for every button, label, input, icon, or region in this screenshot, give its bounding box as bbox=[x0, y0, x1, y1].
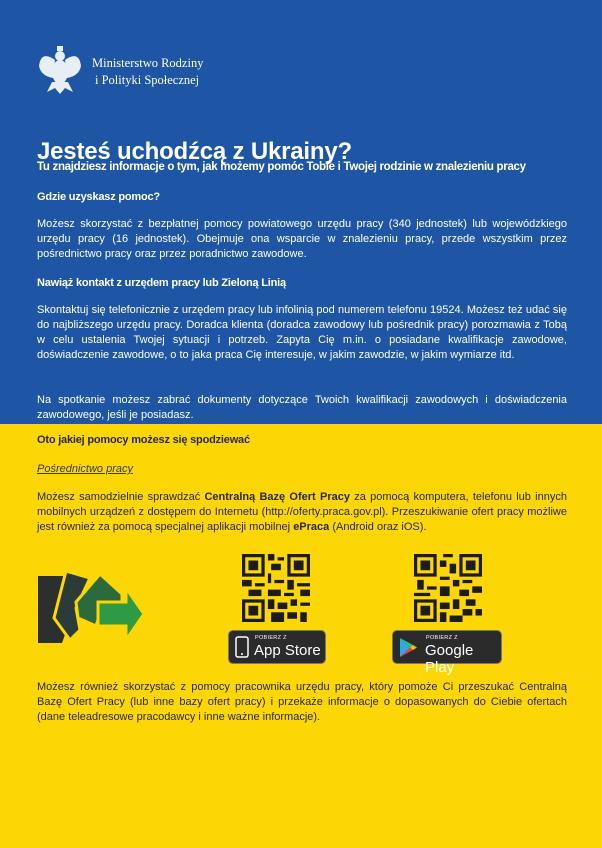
heading-contact: Nawiąż kontakt z urzędem pracy lub Zieloną Linią bbox=[37, 277, 286, 289]
ministry-name: Ministerstwo Rodziny i Polityki Społecznej bbox=[92, 56, 204, 87]
app-store-qr-code[interactable] bbox=[242, 554, 310, 622]
page-title: Jesteś uchodźcą z Ukrainy? bbox=[37, 138, 352, 165]
paragraph-contact: Skontaktuj się telefonicznie z urzędem pracy lub infolinią pod numerem telefonu 19524. Możesz też udać się do najbliższego urzędu pracy. Doradca klienta (doradca zawodowy lub pośrednik pracy) porozmawia z Tobą w celu ustalenia Twojej sytuacji i potrzeb. Zapyta Cię m.in. o posiadane kwalifikacje zawodowe, doświadczenie zawodowe, o to jaka praca Cię interesuje, w jakim zawodzie, w jakim wymiarze itd. bbox=[37, 304, 567, 361]
iphone-icon bbox=[235, 636, 249, 658]
page-subtitle: Tu znajdziesz informacje o tym, jak możemy pomóc Tobie i Twojej rodzinie w znalezieniu pracy bbox=[37, 161, 526, 173]
heading-expect: Oto jakiej pomocy możesz się spodziewać bbox=[37, 434, 250, 446]
paragraph-job-database: Możesz samodzielnie sprawdzać Centralną Bazę Ofert Pracy za pomocą komputera, telefonu lub innych mobilnych urządzeń z dostępem do Internetu (http://oferty.praca.gov.pl). Przeszukiwanie ofert pracy możliwe jest również za pomocą specjalnej aplikacji mobilnej ePraca (Android oraz iOS). bbox=[37, 491, 567, 533]
google-play-icon bbox=[400, 638, 417, 657]
app-store-badge[interactable]: POBIERZ Z App Store bbox=[228, 630, 326, 664]
paragraph-documents: Na spotkanie możesz zabrać dokumenty dotyczące Twoich kwalifikacji zawodowych i doświadczenia zawodowego, jeśli je posiadasz. bbox=[37, 394, 567, 421]
paragraph-where-help: Możesz skorzystać z bezpłatnej pomocy powiatowego urzędu pracy (340 jednostek) lub wojewódzkiego urzędu pracy (16 jednostek). Obejmuje ona wsparcie w znalezieniu pracy, przede wszystkim przez pośrednictwo pracy oraz przez poradnictwo zawodowe. bbox=[37, 218, 567, 260]
paragraph-office-help: Możesz również skorzystać z pomocy pracownika urzędu pracy, który pomoże Ci przeszukać Centralną Bazę Ofert Pracy (lub inne bazy ofert pracy) i przekaże informacje o dopasowanych do Ciebie ofertach (dane teleadresowe pracodawcy i inne ważne informacje). bbox=[37, 681, 567, 723]
heading-where-help: Gdzie uzyskasz pomoc? bbox=[37, 191, 160, 203]
documents-arrow-logo-icon bbox=[38, 568, 146, 652]
google-play-badge[interactable]: POBIERZ Z Google Play bbox=[392, 630, 502, 664]
google-play-qr-code[interactable] bbox=[414, 554, 482, 622]
polish-eagle-emblem-icon bbox=[37, 44, 83, 96]
subheading-job-placement: Pośrednictwo pracy bbox=[37, 463, 133, 475]
